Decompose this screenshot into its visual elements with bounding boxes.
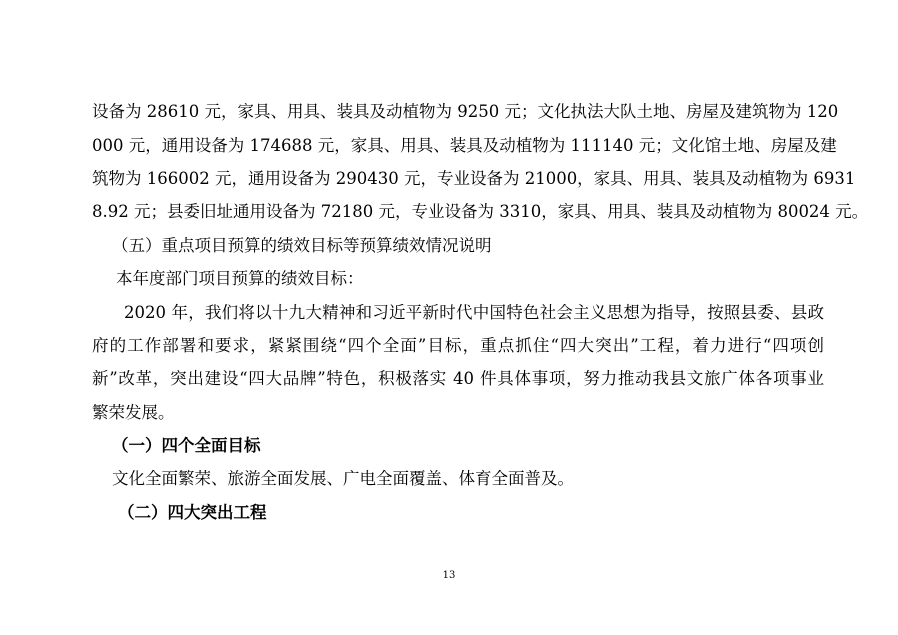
- paragraph-line: 设备为 28610 元，家具、用具、装具及动植物为 9250 元；文化执法大队土地、房屋及建筑物为 120: [92, 102, 839, 121]
- intro-line: 本年度部门项目预算的绩效目标：: [116, 269, 364, 288]
- paragraph-line: 繁荣发展。: [92, 403, 175, 422]
- paragraph-line: 府的工作部署和要求，紧紧围绕“四个全面”目标，重点抓住“四大突出”工程，着力进行“四项创: [92, 336, 824, 355]
- paragraph-line: 筑物为 166002 元，通用设备为 290430 元，专业设备为 21000，家具、用具、装具及动植物为 6931: [92, 169, 856, 188]
- page-number: 13: [442, 570, 456, 581]
- paragraph-line: 2020 年，我们将以十九大精神和习近平新时代中国特色社会主义思想为指导，按照县委、县政: [124, 303, 824, 322]
- subheading: （一）四个全面目标: [112, 436, 261, 455]
- paragraph-line: 新”改革，突出建设“四大品牌”特色，积极落实 40 件具体事项，努力推动我县文旅广体各项事业: [92, 369, 824, 388]
- body-text: 文化全面繁荣、旅游全面发展、广电全面覆盖、体育全面普及。: [112, 469, 574, 488]
- subheading: （二）四大突出工程: [118, 503, 267, 522]
- section-heading: （五）重点项目预算的绩效目标等预算绩效情况说明: [112, 236, 492, 255]
- paragraph-line: 8.92 元；县委旧址通用设备为 72180 元，专业设备为 3310，家具、用具、装具及动植物为 80024 元。: [92, 202, 869, 221]
- paragraph-line: 000 元，通用设备为 174688 元，家具、用具、装具及动植物为 111140 元；文化馆土地、房屋及建: [92, 136, 837, 155]
